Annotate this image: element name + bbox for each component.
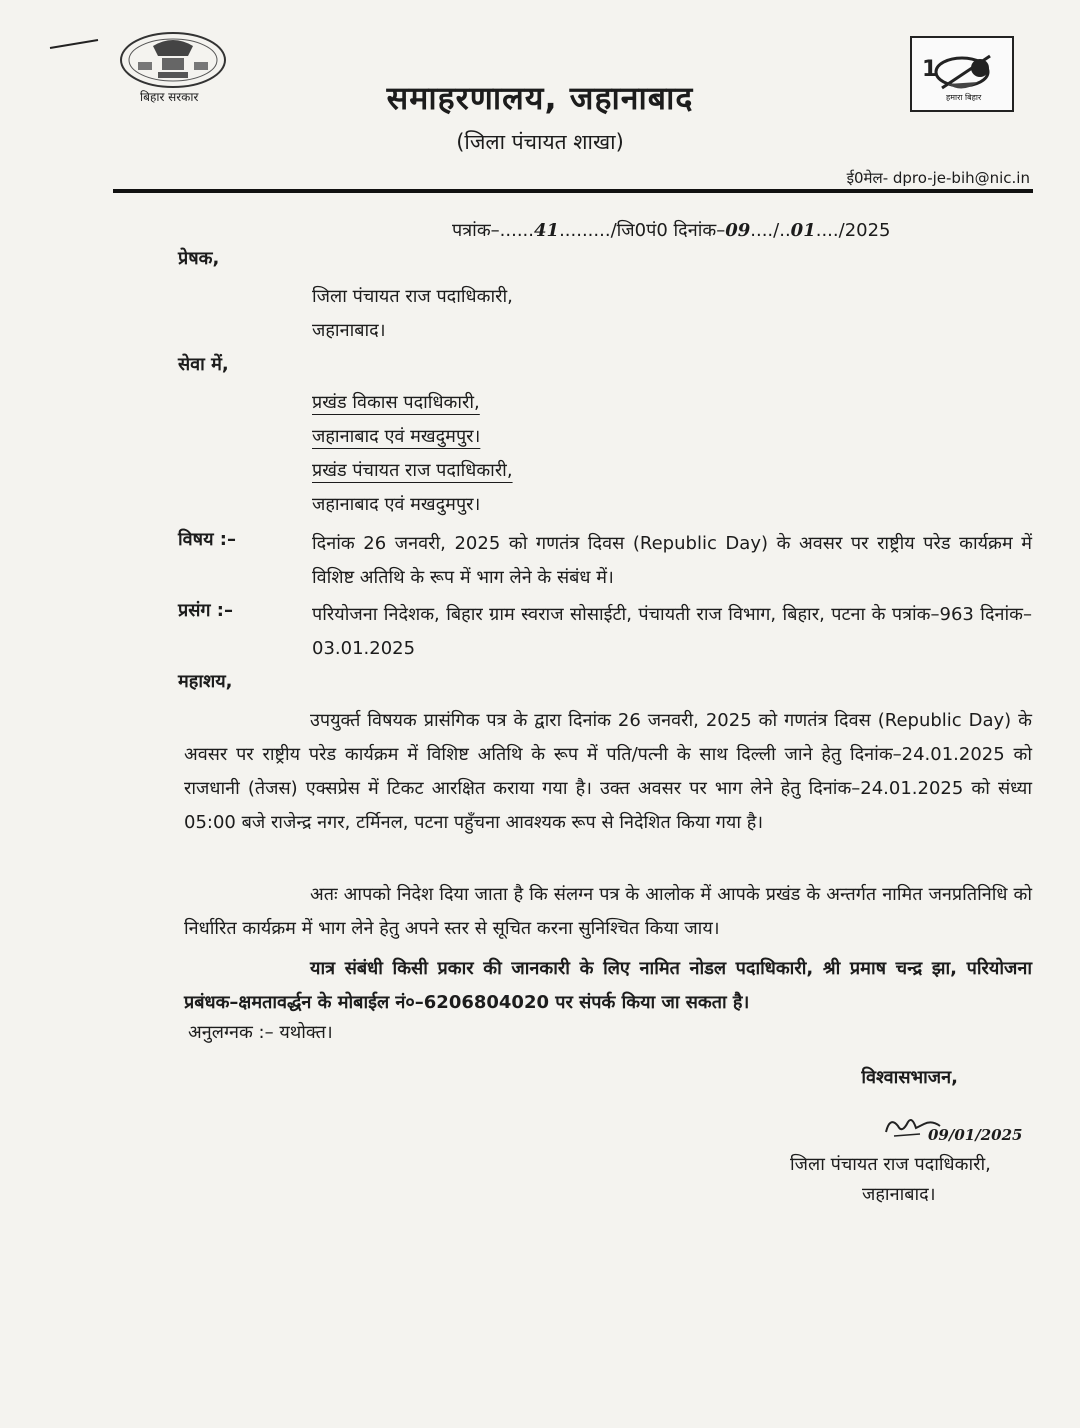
body-paragraph-3-text: यात्र संबंधी किसी प्रकार की जानकारी के लिए नामित नोडल पदाधिकारी, श्री प्रमाष चन्द्र झा, परियोजना प्रबंधक–क्षमतावर्द्धन के मोबाईल नं०–6206804020 पर संपर्क किया जा सकता है। — [184, 958, 1032, 1013]
ref-mid: /जि0पं0 दिनांक– — [610, 220, 726, 241]
closing-phrase: विश्वासभाजन, — [861, 1067, 958, 1088]
sender-label: प्रेषक, — [178, 248, 220, 269]
logo-caption: हमारा बिहार — [946, 93, 982, 102]
ref-number: 41 — [534, 220, 560, 241]
header-divider — [113, 189, 1033, 193]
branch-name: (जिला पंचायत शाखा) — [456, 130, 624, 154]
pen-stroke-mark — [48, 38, 100, 50]
body-paragraph-1 — [184, 704, 1032, 840]
sender-line-1: जिला पंचायत राज पदाधिकारी, — [312, 286, 513, 307]
ref-month: 01 — [790, 220, 816, 241]
body-paragraph-2 — [184, 878, 1032, 946]
office-email: ई0मेल- dpro-je-bih@nic.in — [846, 169, 1030, 187]
body-paragraph-2-text: अतः आपको निदेश दिया जाता है कि संलग्न पत्र के आलोक में आपके प्रखंड के अन्तर्गत नामित जनप्रतिनिधि को निर्धारित कार्यक्रम में भाग लेने हेतु अपने स्तर से सूचित करना सुनिश्चित किया जाय। — [184, 884, 1032, 939]
emblem-caption: बिहार सरकार — [140, 90, 199, 104]
svg-text:1: 1 — [922, 57, 938, 82]
salutation: महाशय, — [178, 671, 233, 692]
enclosure-note: अनुलग्नक :– यथोक्त। — [188, 1022, 333, 1043]
recipient-line-4: जहानाबाद एवं मखदुमपुर। — [312, 494, 481, 515]
context-label: प्रसंग :– — [178, 600, 234, 621]
context-text: परियोजना निदेशक, बिहार ग्राम स्वराज सोसाईटी, पंचायती राज विभाग, बिहार, पटना के पत्रांक–963 दिनांक–03.01.2025 — [312, 604, 1032, 659]
body-paragraph-1-text: उपयुर्क्त विषयक प्रासंगिक पत्र के द्वारा दिनांक 26 जनवरी, 2025 को गणतंत्र दिवस (Republic Day) के अवसर पर राष्ट्रीय परेड कार्यक्रम में विशिष्ट अतिथि के रूप में पति/पत्नी के साथ दिल्ली जाने हेतु दिनांक–24.01.2025 को राजधानी (तेजस) एक्सप्रेस में टिकट आरक्षित कराया गया है। उक्त अवसर पर भाग लेने हेतु दिनांक–24.01.2025 को संध्या 05:00 बजे राजेन्द्र नगर, टर्मिनल, पटना पहुँचना आवश्यक रूप से निदेशित किया गया है। — [184, 710, 1032, 833]
subject-label: विषय :– — [178, 529, 236, 550]
signatory-place: जहानाबाद। — [862, 1184, 936, 1205]
signature-date: 09/01/2025 — [928, 1126, 1023, 1144]
recipient-label: सेवा में, — [178, 354, 229, 375]
subject-text: दिनांक 26 जनवरी, 2025 को गणतंत्र दिवस (Republic Day) के अवसर पर राष्ट्रीय परेड कार्यक्रम में विशिष्ट अतिथि के रूप में भाग लेने के संबंध में। — [312, 533, 1032, 588]
body-paragraph-3 — [184, 952, 1032, 1020]
ref-day: 09 — [725, 220, 751, 241]
recipient-line-3: प्रखंड पंचायत राज पदाधिकारी, — [312, 460, 513, 481]
office-title: समाहरणालय, जहानाबाद — [386, 79, 694, 117]
ref-year: /2025 — [838, 220, 891, 241]
signatory-designation: जिला पंचायत राज पदाधिकारी, — [790, 1154, 991, 1175]
recipient-line-2: जहानाबाद एवं मखदुमपुर। — [312, 426, 481, 447]
sender-line-2: जहानाबाद। — [312, 320, 386, 341]
reference-line: पत्रांक–......41........./जि0पं0 दिनांक–09..../..01..../2025 — [452, 220, 891, 241]
recipient-line-1: प्रखंड विकास पदाधिकारी, — [312, 392, 480, 413]
ref-prefix: पत्रांक– — [452, 220, 500, 241]
